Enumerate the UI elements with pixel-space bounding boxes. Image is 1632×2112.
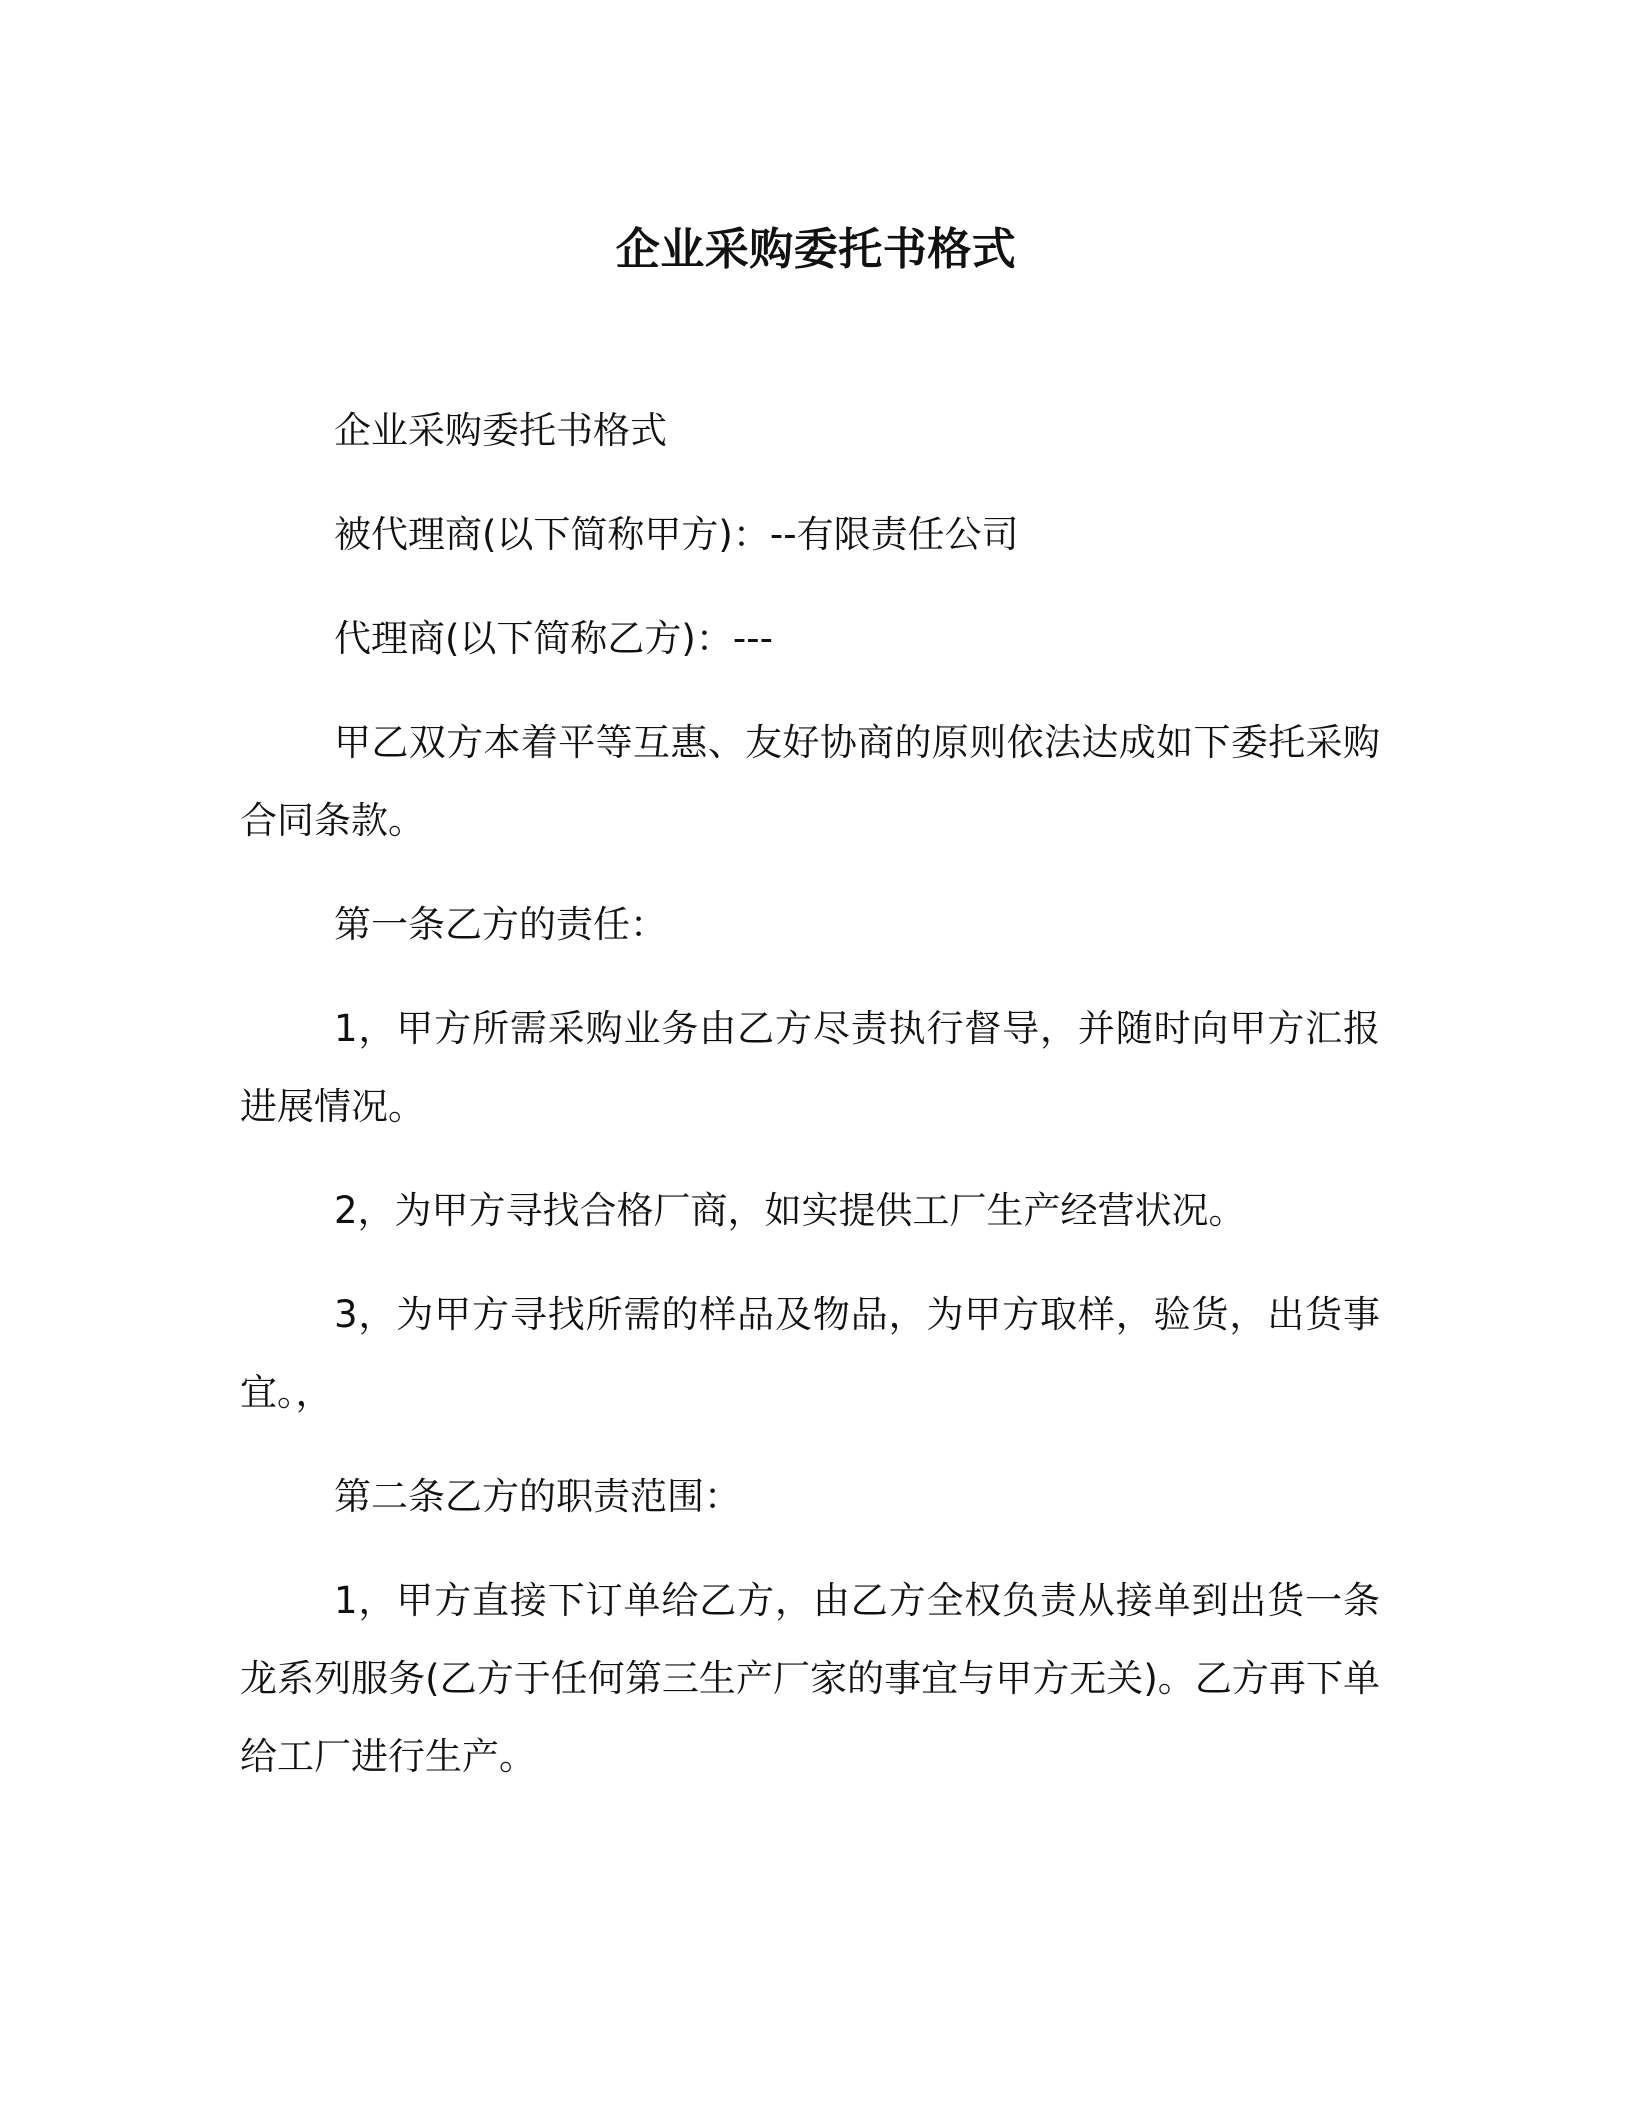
paragraph-article-2-heading: 第二条乙方的职责范围： [334, 1475, 741, 1518]
document-title: 企业采购委托书格式 [615, 224, 1017, 275]
paragraph-party-a: 被代理商(以下简称甲方)：--有限责任公司 [334, 513, 1019, 556]
paragraph-party-b: 代理商(以下简称乙方)：--- [334, 617, 773, 660]
paragraph-article-1-heading: 第一条乙方的责任： [334, 903, 667, 946]
paragraph-article-1-item-2: 2，为甲方寻找合格厂商，如实提供工厂生产经营状况。 [334, 1189, 1246, 1232]
paragraph-preamble: 甲乙双方本着平等互惠、友好协商的原则依法达成如下委托采购合同条款。 [240, 721, 1380, 842]
paragraph-article-2-item-1: 1，甲方直接下订单给乙方，由乙方全权负责从接单到出货一条龙系列服务(乙方于任何第三生产厂家的事宜与甲方无关)。乙方再下单给工厂进行生产。 [240, 1579, 1380, 1778]
document-body [240, 392, 1380, 1822]
paragraph-subtitle: 企业采购委托书格式 [334, 409, 667, 452]
paragraph-article-1-item-3: 3，为甲方寻找所需的样品及物品，为甲方取样，验货，出货事宜。， [240, 1293, 1380, 1414]
paragraph-article-1-item-1: 1，甲方所需采购业务由乙方尽责执行督导，并随时向甲方汇报进展情况。 [240, 1007, 1380, 1128]
